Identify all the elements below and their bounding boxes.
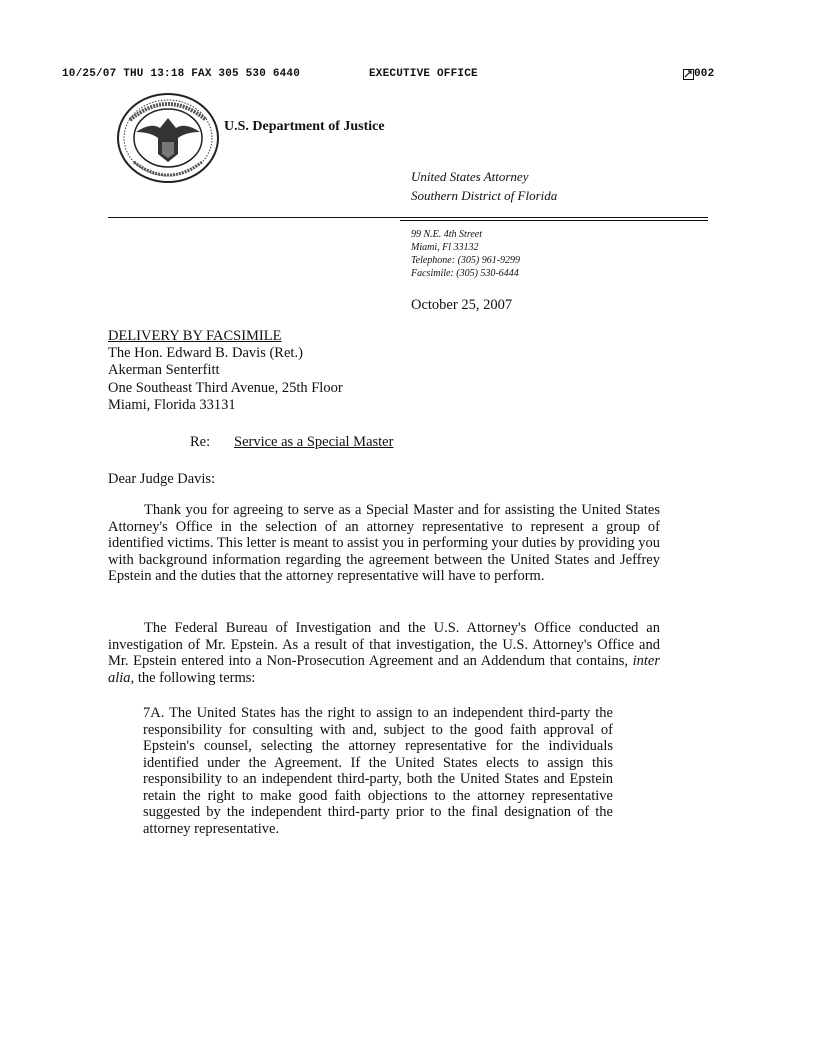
- paragraph-background-start: The Federal Bureau of Investigation and the U.S. Attorney's Office conducted an investigation of Mr. Epstein. As a result of that investigation, the U.S. Attorney's Office and Mr. Epstein entered into a Non-Prosecution Agreement and an Addendum that contains,: [108, 620, 660, 669]
- recipient-city: Miami, Florida 33131: [108, 397, 236, 413]
- telephone-number: Telephone: (305) 961-9299: [411, 255, 521, 266]
- doj-seal-icon: [116, 92, 220, 184]
- office-title: United States Attorney: [411, 169, 529, 184]
- fax-timestamp: 10/25/07 THU 13:18 FAX 305 530 6440: [62, 68, 301, 80]
- paragraph-intro: Thank you for agreeing to serve as a Special Master and for assisting the United States Attorney's Office in the selection of an attorney representative to represent a group of identified victims. This letter is meant to assist you in performing your duties by providing you with background information regarding the agreement between the United States and Jeffrey Epstein and the duties that the attorney representative will have to perform.: [108, 502, 660, 584]
- department-name: U.S. Department of Justice: [224, 119, 385, 134]
- re-subject: Service as a Special Master: [234, 434, 394, 450]
- delivery-method: DELIVERY BY FACSIMILE: [108, 328, 282, 344]
- fax-office: EXECUTIVE OFFICE: [369, 68, 478, 80]
- recipient-firm: Akerman Senterfitt: [108, 362, 220, 378]
- salutation: Dear Judge Davis:: [108, 471, 216, 487]
- paragraph-background-italic: inter alia: [108, 653, 660, 686]
- fax-page-icon: [683, 69, 694, 80]
- address-city: Miami, Fl 33132: [411, 242, 479, 253]
- office-district: Southern District of Florida: [411, 188, 558, 203]
- recipient-name: The Hon. Edward B. Davis (Ret.): [108, 345, 303, 361]
- letterhead-rule-short: [400, 220, 708, 221]
- fax-page-label: 002: [694, 68, 715, 80]
- fax-page-number: [683, 68, 714, 80]
- agreement-term-7a: 7A. The United States has the right to assign to an independent third-party the responsibility for consulting with and, subject to the good faith approval of Epstein's counsel, selecting the attorney representative for the individuals identified under the Agreement. If the United States elects to assign this responsibility to an independent third-party, both the United States and Epstein retain the right to make good faith objections to the attorney representative suggested by the independent third-party prior to the final designation of the attorney representative.: [143, 705, 613, 837]
- recipient-street: One Southeast Third Avenue, 25th Floor: [108, 380, 343, 396]
- address-street: 99 N.E. 4th Street: [411, 229, 483, 240]
- letter-date: October 25, 2007: [411, 297, 513, 313]
- facsimile-number: Facsimile: (305) 530-6444: [411, 268, 519, 279]
- paragraph-background: [108, 620, 660, 686]
- letterhead-rule: [108, 217, 708, 218]
- re-label: Re:: [190, 434, 211, 450]
- paragraph-background-end: , the following terms:: [130, 669, 256, 686]
